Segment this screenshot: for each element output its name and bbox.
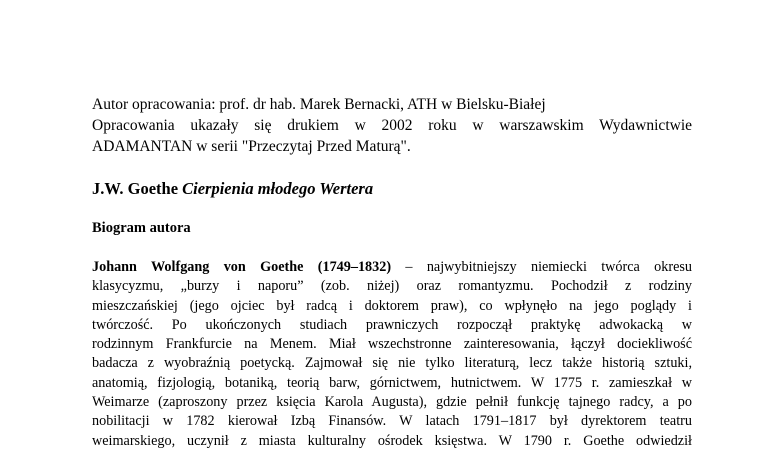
author-info [92, 94, 692, 157]
paragraph-line: rodzinnym Frankfurcie na Menem. Miał wszechstronne zainteresowania, łączył dociekliwość [92, 336, 692, 353]
paragraph-line: nobilitacji w 1782 kierował Izbą Finansów. W latach 1791–1817 był dyrektorem teatru [92, 413, 692, 430]
paragraph-line: Weimarze (zaproszony przez księcia Karola Augusta), gdzie pełnił funkcję tajnego radcy, a po [92, 394, 692, 411]
paragraph-line: mieszczańskiej (jego ojciec był radcą i doktorem praw), co wpłynęło na jego poglądy i [92, 297, 692, 314]
title-author: J.W. Goethe [92, 179, 179, 198]
author-line-1: Autor opracowania: prof. dr hab. Marek Bernacki, ATH w Bielsku-Białej [92, 96, 546, 113]
title-work: Cierpienia młodego Wertera [182, 179, 374, 198]
biography-paragraph [92, 258, 692, 451]
paragraph-line: badacza z wyobraźnią poetycką. Zajmował się nie tylko literaturą, lecz także historią sztuki, [92, 355, 692, 372]
document-title [92, 178, 692, 200]
author-line-2: Opracowania ukazały się drukiem w 2002 roku w warszawskim Wydawnictwie [92, 117, 692, 134]
paragraph-line: anatomią, fizjologią, botaniką, teorią barw, górnictwem, hutnictwem. W 1775 r. zamieszkał w [92, 374, 692, 391]
paragraph-line [92, 258, 692, 277]
paragraph-line-rest: – najwybitniejszy niemiecki twórca okresu [391, 259, 692, 275]
author-line-3: ADAMANTAN w serii "Przeczytaj Przed Maturą". [92, 138, 411, 155]
paragraph-line: twórczość. Po ukończonych studiach prawniczych rozpoczął praktykę adwokacką w [92, 316, 692, 333]
paragraph-line: weimarskiego, uczynił z miasta kulturalny ośrodek księstwa. W 1790 r. Goethe odwiedził [92, 432, 692, 449]
section-heading: Biogram autora [92, 220, 191, 236]
author-name-dates: Johann Wolfgang von Goethe (1749–1832) [92, 259, 392, 275]
paragraph-line: klasycyzmu, „burzy i naporu” (zob. niżej) oraz romantyzmu. Pochodził z rodziny [92, 278, 692, 295]
